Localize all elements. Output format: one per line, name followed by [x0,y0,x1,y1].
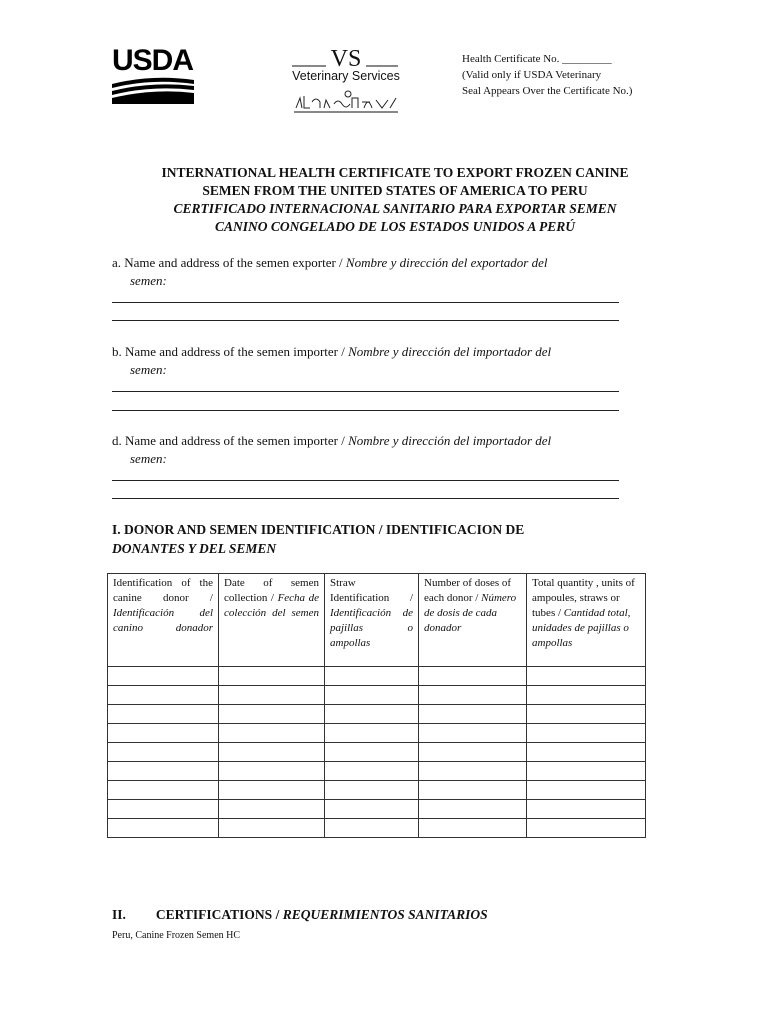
col-header-doses-en: Number of doses of each donor / [424,577,512,604]
table-cell[interactable] [527,819,646,838]
table-cell[interactable] [325,705,419,724]
table-cell[interactable] [219,705,325,724]
field-importer-d-label: d. Name and address of the semen importer / [112,433,349,448]
table-row [108,800,646,819]
table-cell[interactable] [527,724,646,743]
table-cell[interactable] [108,762,219,781]
col-header-straw-id [325,574,419,667]
table-cell[interactable] [527,800,646,819]
health-certificate-validity-line2: Seal Appears Over the Certificate No.) [462,85,633,97]
usda-logo-text: USDA [112,44,194,77]
table-cell[interactable] [527,743,646,762]
donor-table-body [108,667,646,838]
title-line-1: INTERNATIONAL HEALTH CERTIFICATE TO EXPORT FROZEN CANINE [161,165,629,180]
table-cell[interactable] [219,762,325,781]
table-cell[interactable] [419,667,527,686]
section-1-heading-es: DONANTES Y DEL SEMEN [112,541,277,556]
table-cell[interactable] [419,762,527,781]
section-1-heading-en: I. DONOR AND SEMEN IDENTIFICATION / IDENTIFICACION DE [112,522,525,537]
importer-d-line-1[interactable] [112,480,619,481]
col-header-total-quantity-en: Total quantity , units of ampoules, straws or tubes / [532,577,635,619]
field-importer-b-label-es-cont: semen: [130,362,167,377]
table-row [108,819,646,838]
table-row [108,743,646,762]
table-cell[interactable] [219,819,325,838]
section-1-heading [112,520,632,558]
field-importer-b [112,343,652,379]
document-title [100,164,690,236]
table-cell[interactable] [527,705,646,724]
title-line-4-es: CANINO CONGELADO DE LOS ESTADOS UNIDOS A PERÚ [215,219,575,234]
col-header-collection-date [219,574,325,667]
table-cell[interactable] [419,705,527,724]
veterinary-services-logo [290,44,402,116]
health-certificate-validity-line1: (Valid only if USDA Veterinary [462,69,602,81]
col-header-straw-id-en: Straw Identification / [330,577,413,604]
section-2-heading-en: CERTIFICATIONS / [155,907,283,922]
table-cell[interactable] [325,800,419,819]
col-header-collection-date-es: Fecha de colección del semen [224,592,319,619]
vs-logo-text: VS [330,46,362,72]
donor-semen-table [107,573,646,838]
table-cell[interactable] [527,762,646,781]
table-cell[interactable] [108,800,219,819]
usda-logo [112,46,194,102]
field-importer-b-label: b. Name and address of the semen importer / [112,344,349,359]
table-cell[interactable] [108,743,219,762]
field-importer-d [112,432,652,468]
table-cell[interactable] [527,781,646,800]
table-cell[interactable] [325,819,419,838]
table-cell[interactable] [325,762,419,781]
importer-d-line-2[interactable] [112,498,619,499]
title-line-2: SEMEN FROM THE UNITED STATES OF AMERICA TO PERU [202,183,588,198]
col-header-straw-id-es: Identificación de pajillas o ampollas [330,607,413,649]
table-row [108,724,646,743]
table-cell[interactable] [325,743,419,762]
field-importer-d-label-es-cont: semen: [130,451,167,466]
table-cell[interactable] [219,781,325,800]
table-cell[interactable] [325,781,419,800]
table-cell[interactable] [325,686,419,705]
table-cell[interactable] [219,667,325,686]
table-cell[interactable] [108,686,219,705]
table-row [108,705,646,724]
table-cell[interactable] [325,724,419,743]
table-row [108,762,646,781]
field-exporter-label: a. Name and address of the semen exporter / [112,255,346,270]
health-certificate-info [462,51,692,99]
section-2-number: II. [112,907,126,922]
table-cell[interactable] [219,800,325,819]
table-cell[interactable] [219,724,325,743]
table-cell[interactable] [419,800,527,819]
field-importer-b-label-es: Nombre y dirección del importador del [348,344,552,359]
importer-b-line-2[interactable] [112,410,619,411]
table-cell[interactable] [419,686,527,705]
table-cell[interactable] [419,781,527,800]
table-cell[interactable] [108,724,219,743]
table-cell[interactable] [419,724,527,743]
table-cell[interactable] [219,686,325,705]
col-header-donor-id [108,574,219,667]
table-cell[interactable] [219,743,325,762]
footer-text: Peru, Canine Frozen Semen HC [112,930,241,941]
col-header-donor-id-en: Identification of the canine donor / [113,577,213,604]
col-header-doses [419,574,527,667]
exporter-line-2[interactable] [112,320,619,321]
importer-b-line-1[interactable] [112,391,619,392]
table-cell[interactable] [419,743,527,762]
col-header-total-quantity [527,574,646,667]
vs-logo-mark [290,44,402,72]
col-header-collection-date-en: Date of semen collection / [224,577,319,604]
section-2-heading-es: REQUERIMIENTOS SANITARIOS [282,907,488,922]
vs-logo-emblem [292,88,400,114]
table-cell[interactable] [527,667,646,686]
field-importer-d-label-es: Nombre y dirección del importador del [348,433,552,448]
table-cell[interactable] [325,667,419,686]
table-row [108,667,646,686]
table-cell[interactable] [419,819,527,838]
table-cell[interactable] [108,781,219,800]
field-exporter [112,254,652,290]
section-2-heading [112,907,632,923]
vs-logo-subtitle: Veterinary Services [292,69,400,83]
table-cell[interactable] [527,686,646,705]
field-exporter-label-es-cont: semen: [130,273,167,288]
table-row [108,781,646,800]
col-header-doses-es: Número de dosis de cada donador [424,592,517,634]
table-cell[interactable] [108,667,219,686]
col-header-donor-id-es: Identificación del canino donador [113,607,213,634]
table-row [108,686,646,705]
col-header-total-quantity-es: Cantidad total, unidades de pajillas o ampollas [532,607,631,649]
field-exporter-label-es: Nombre y dirección del exportador del [345,255,548,270]
title-line-3-es: CERTIFICADO INTERNACIONAL SANITARIO PARA EXPORTAR SEMEN [173,201,617,216]
table-cell[interactable] [108,819,219,838]
usda-logo-hills [112,76,194,104]
exporter-line-1[interactable] [112,302,619,303]
health-certificate-number: Health Certificate No. _________ [462,53,612,65]
table-cell[interactable] [108,705,219,724]
table-header-row [108,574,646,667]
